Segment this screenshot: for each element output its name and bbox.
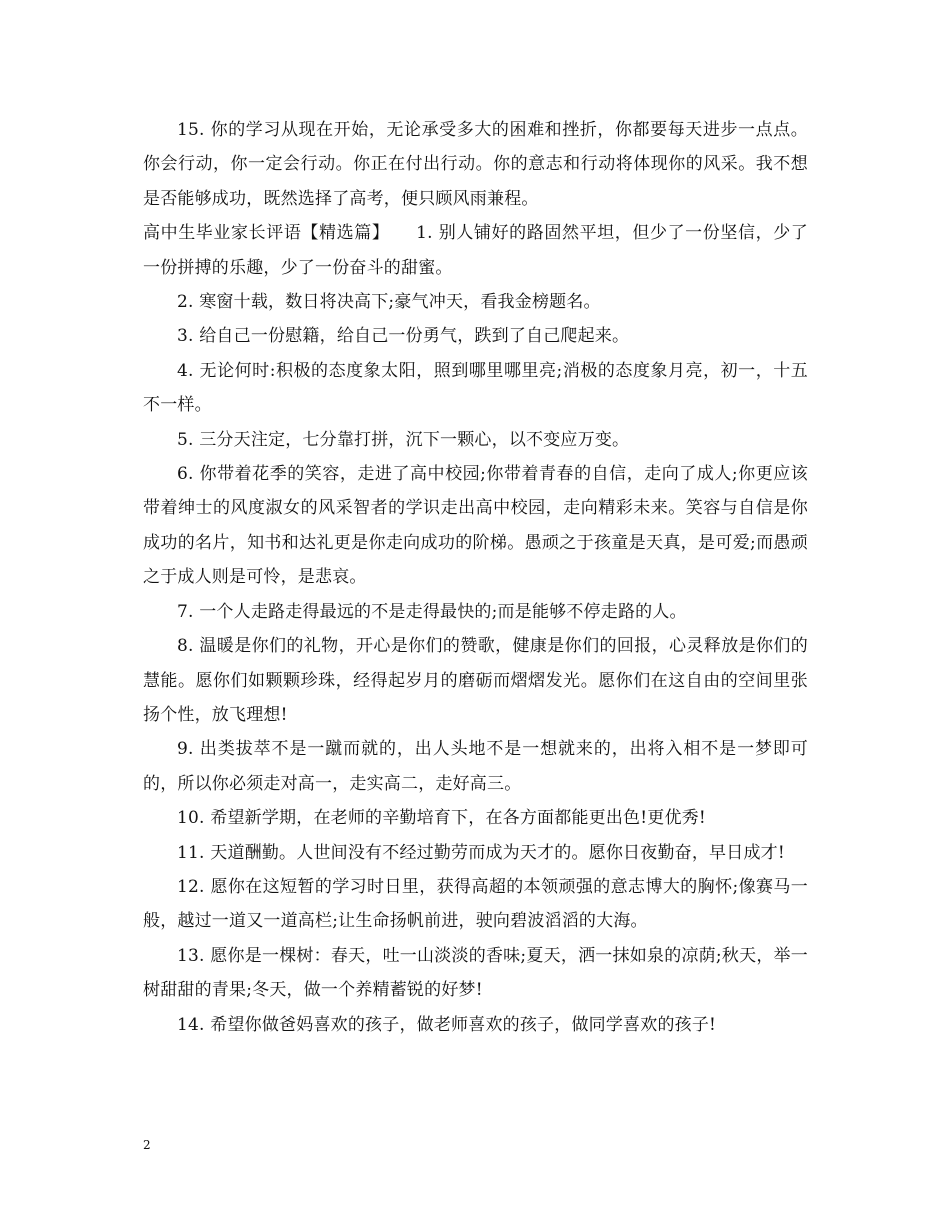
paragraph-11: 11. 天道酬勤。人世间没有不经过勤劳而成为天才的。愿你日夜勤奋，早日成才! xyxy=(177,842,785,863)
paragraph-4: 4. 无论何时:积极的态度象太阳，照到哪里哪里亮;消极的态度象月亮，初一，十五不一样。 xyxy=(143,360,808,416)
page-number: 2 xyxy=(143,1138,151,1152)
paragraph-3: 3. 给自己一份慰籍，给自己一份勇气，跌到了自己爬起来。 xyxy=(177,326,630,347)
paragraph-13: 13. 愿你是一棵树：春天，吐一山淡淡的香味;夏天，洒一抹如泉的凉荫;秋天，举一树甜甜的青果;冬天，做一个养精蓄锐的好梦! xyxy=(143,945,808,1001)
paragraph-5: 5. 三分天注定，七分靠打拼，沉下一颗心，以不变应万变。 xyxy=(177,429,630,450)
paragraph-10: 10. 希望新学期，在老师的辛勤培育下，在各方面都能更出色!更优秀! xyxy=(177,808,706,829)
paragraph-7: 7. 一个人走路走得最远的不是走得最快的;而是能够不停走路的人。 xyxy=(177,601,687,622)
paragraph-8: 8. 温暖是你们的礼物，开心是你们的赞歌，健康是你们的回报，心灵释放是你们的慧能。愿你们如颗颗珍珠，经得起岁月的磨砺而熠熠发光。愿你们在这自由的空间里张扬个性，放飞理想! xyxy=(143,636,808,725)
page-body xyxy=(143,113,808,1042)
paragraph-6: 6. 你带着花季的笑容，走进了高中校园;你带着青春的自信，走向了成人;你更应该带着绅士的风度淑女的风采智者的学识走出高中校园，走向精彩未来。笑容与自信是你成功的名片，知书和达礼更是你走向成功的阶梯。愚顽之于孩童是天真，是可爱;而愚顽之于成人则是可怜，是悲哀。 xyxy=(143,464,808,588)
paragraph-section-heading: 高中生毕业家长评语【精选篇】 1. 别人铺好的路固然平坦，但少了一份坚信，少了一份拼搏的乐趣，少了一份奋斗的甜蜜。 xyxy=(143,223,808,278)
paragraph-12: 12. 愿你在这短暂的学习时日里，获得高超的本领顽强的意志博大的胸怀;像赛马一般，越过一道又一道高栏;让生命扬帆前进，驶向碧波滔滔的大海。 xyxy=(143,876,808,932)
paragraph-14: 14. 希望你做爸妈喜欢的孩子，做老师喜欢的孩子，做同学喜欢的孩子! xyxy=(177,1014,717,1035)
paragraph-2: 2. 寒窗十载，数日将决高下;豪气冲天，看我金榜题名。 xyxy=(177,292,601,313)
paragraph-15: 15. 你的学习从现在开始，无论承受多大的困难和挫折，你都要每天进步一点点。你会行动，你一定会行动。你正在付出行动。你的意志和行动将体现你的风采。我不想是否能够成功，既然选择了高考，便只顾风雨兼程。 xyxy=(143,120,808,209)
paragraph-9: 9. 出类拔萃不是一蹴而就的，出人头地不是一想就来的，出将入相不是一梦即可的，所以你必须走对高一，走实高二，走好高三。 xyxy=(143,739,808,794)
